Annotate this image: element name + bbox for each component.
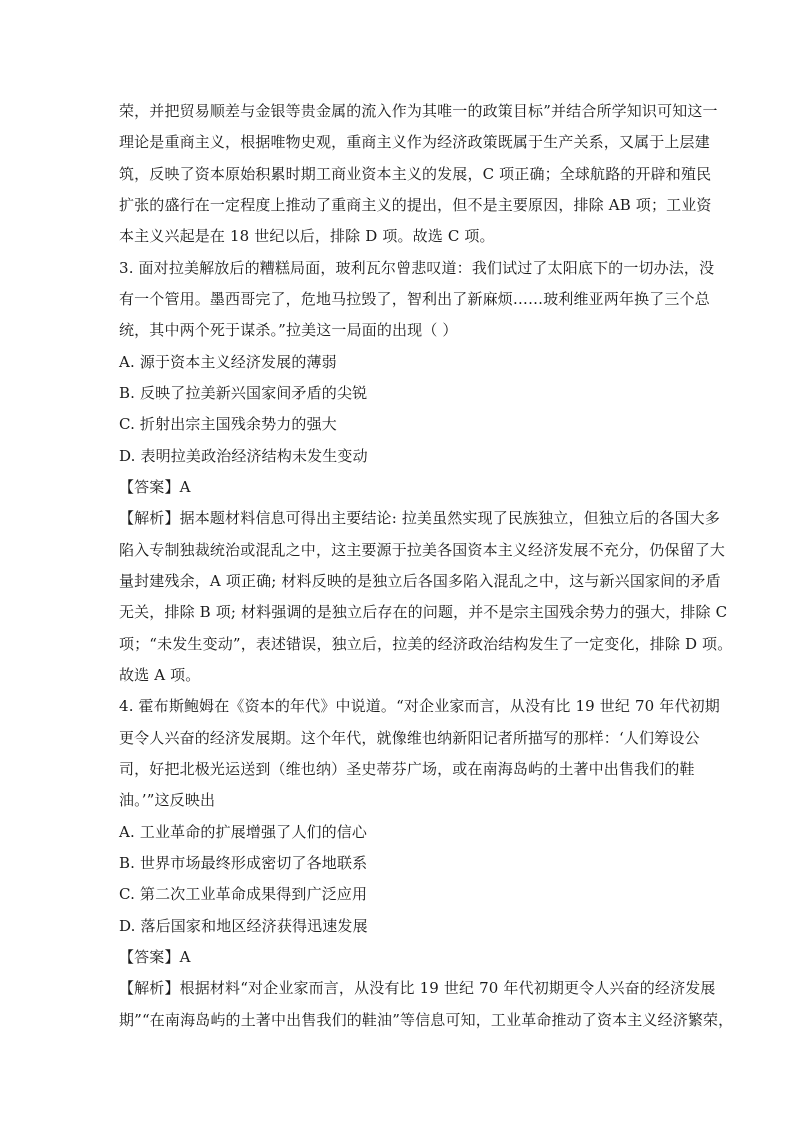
text-line: 量封建残余，A 项正确; 材料反映的是独立后各国多陷入混乱之中，这与新兴国家间的矛盾 — [119, 572, 721, 590]
option-b: B. 世界市场最终形成密切了各地联系 — [119, 854, 368, 872]
option-c: C. 第二次工业革命成果得到广泛应用 — [119, 885, 368, 903]
text-line: 司，好把北极光运送到（维也纳）圣史蒂芬广场，或在南海岛屿的土著中出售我们的鞋 — [119, 760, 695, 778]
option-d: D. 表明拉美政治经济结构未发生变动 — [119, 447, 368, 465]
answer-label: 【答案】A — [119, 478, 191, 496]
text-line: 扩张的盛行在一定程度上推动了重商主义的提出，但不是主要原因，排除 AB 项；工业资 — [119, 196, 712, 214]
text-line: 更令人兴奋的经济发展期。这个年代，就像维也纳新阳记者所描写的那样：‘人们筹设公 — [119, 729, 700, 747]
analysis-text: 【解析】据本题材料信息可得出主要结论: 拉美虽然实现了民族独立，但独立后的各国大多 — [119, 509, 720, 527]
text-line: 期”“在南海岛屿的土著中出售我们的鞋油”等信息可知，工业革命推动了资本主义经济繁荣， — [119, 1011, 734, 1029]
text-line: 本主义兴起是在 18 世纪以后，排除 D 项。故选 C 项。 — [119, 227, 495, 245]
text-line: 荣，并把贸易顺差与金银等贵金属的流入作为其唯一的政策目标”并结合所学知识可知这一 — [119, 102, 718, 120]
text-line: 无关，排除 B 项; 材料强调的是独立后存在的问题，并不是宗主国残余势力的强大，排除 C — [119, 603, 728, 621]
text-line: 理论是重商主义，根据唯物史观，重商主义作为经济政策既属于生产关系，又属于上层建 — [119, 133, 710, 151]
option-d: D. 落后国家和地区经济获得迅速发展 — [119, 917, 368, 935]
text-line: 筑，反映了资本原始积累时期工商业资本主义的发展，C 项正确；全球航路的开辟和殖民 — [119, 165, 712, 183]
analysis-text: 【解析】根据材料“对企业家而言，从没有比 19 世纪 70 年代初期更令人兴奋的经济发展 — [119, 979, 716, 997]
option-a: A. 源于资本主义经济发展的薄弱 — [119, 353, 337, 371]
question-4-stem: 4. 霍布斯鲍姆在《资本的年代》中说道。“对企业家而言，从没有比 19 世纪 70 年代初期 — [119, 697, 720, 715]
text-line: 油。’”这反映出 — [119, 791, 216, 809]
option-b: B. 反映了拉美新兴国家间矛盾的尖锐 — [119, 384, 368, 402]
question-3-stem: 3. 面对拉美解放后的糟糕局面，玻利瓦尔曾悲叹道：我们试过了太阳底下的一切办法，没 — [119, 259, 715, 277]
text-line: 故选 A 项。 — [119, 666, 201, 684]
option-a: A. 工业革命的扩展增强了人们的信心 — [119, 823, 368, 841]
option-c: C. 折射出宗主国残余势力的强大 — [119, 415, 337, 433]
text-line: 项；“未发生变动”，表述错误，独立后，拉美的经济政治结构发生了一定变化，排除 D 项。 — [119, 635, 733, 653]
text-line: 统，其中两个死于谋杀。”拉美这一局面的出现（ ） — [119, 321, 458, 339]
text-line: 有一个管用。墨西哥完了，危地马拉毁了，智利出了新麻烦……玻利维亚两年换了三个总 — [119, 290, 710, 308]
answer-label: 【答案】A — [119, 948, 191, 966]
text-line: 陷入专制独裁统治或混乱之中，这主要源于拉美各国资本主义经济发展不充分，仍保留了大 — [119, 541, 726, 559]
